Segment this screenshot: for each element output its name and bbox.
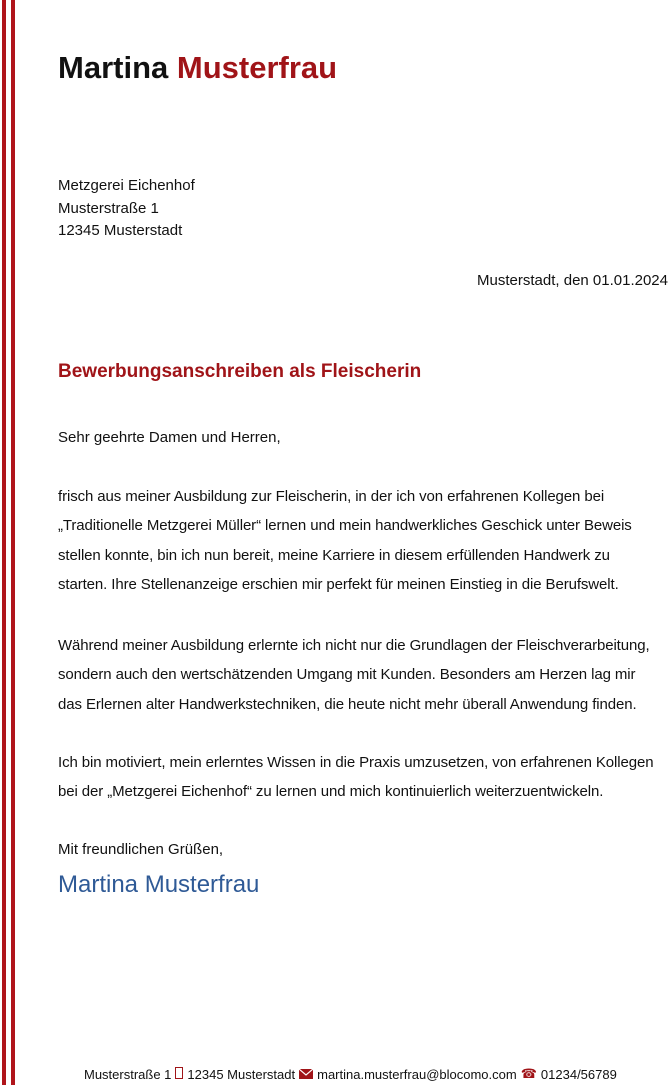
sender-last-name: Musterfrau (176, 50, 338, 85)
subject-line: Bewerbungsanschreiben als Fleischerin (58, 361, 422, 382)
home-icon (175, 1067, 183, 1082)
closing: Mit freundlichen Grüßen, (58, 841, 224, 858)
footer-phone[interactable]: 01234/56789 (540, 1066, 617, 1082)
recipient-city: 12345 Musterstadt (58, 222, 183, 239)
sender-name (58, 50, 337, 86)
left-accent-rule-outer (2, 0, 6, 1085)
phone-icon: ☎ (520, 1066, 537, 1081)
footer-email[interactable]: martina.musterfrau@blocomo.com (317, 1066, 517, 1082)
recipient-company: Metzgerei Eichenhof (58, 177, 195, 194)
recipient-street: Musterstraße 1 (58, 199, 159, 217)
body-paragraph-2: Während meiner Ausbildung erlernte ich nicht nur die Grundlagen der Fleischverarbeitung, sondern auch den wertschätzenden Umgang mit Kunden. Besonders am Herzen lag mir das Erlernen alter Handwerkstechniken, die heute nicht mehr überall Anwendung finden. (58, 637, 650, 713)
recipient-address (58, 175, 195, 243)
salutation: Sehr geehrte Damen und Herren, (58, 429, 281, 446)
body-paragraph-3: Ich bin motiviert, mein erlerntes Wissen in die Praxis umzusetzen, von erfahrenen Kollegen bei der „Metzgerei Eichenhof“ zu lernen und mich kontinuierlich weiterzuentwickeln. (58, 754, 654, 801)
date-line: Musterstadt, den 01.01.2024 (477, 272, 668, 289)
footer-contact (84, 1066, 617, 1082)
sender-first-name: Martina (58, 50, 169, 85)
signature: Martina Musterfrau (58, 871, 260, 898)
footer-street: Musterstraße 1 (84, 1066, 172, 1082)
footer-city: 12345 Musterstadt (187, 1066, 296, 1082)
envelope-icon (299, 1067, 313, 1082)
left-accent-rule-inner (11, 0, 15, 1085)
body-paragraph-1: frisch aus meiner Ausbildung zur Fleischerin, in der ich von erfahrenen Kollegen bei „Traditionelle Metzgerei Müller“ lernen und mein handwerkliches Geschick unter Beweis stellen konnte, bin ich nun bereit, meine Karriere in diesem erfüllenden Handwerk zu starten. Ihre Stellenanzeige erschien mir perfekt für meinen Einstieg in die Berufswelt. (58, 488, 632, 593)
